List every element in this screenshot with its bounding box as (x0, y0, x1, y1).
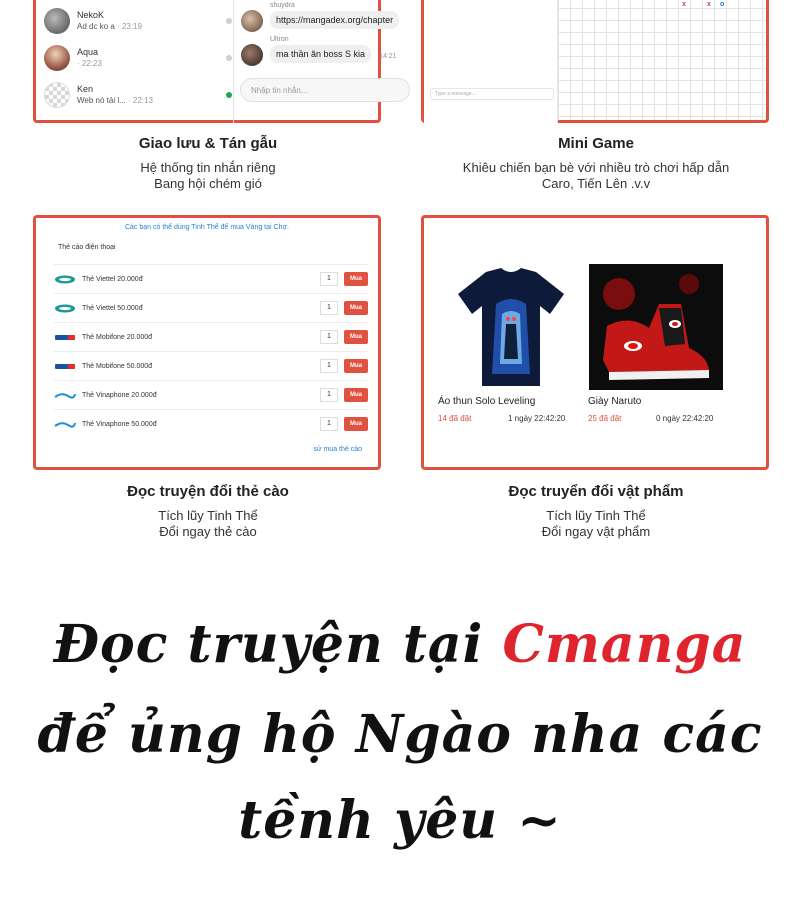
contact-name: Ken (77, 83, 94, 94)
card-row (54, 293, 368, 322)
product-order-count: 25 đã đặt (588, 414, 622, 423)
contact-time: 22:23 (81, 58, 102, 68)
promo-text: Đọc truyện tại (53, 614, 503, 675)
buy-button[interactable]: Mua (344, 417, 368, 431)
status-dot (226, 18, 232, 24)
card-name: Thẻ Mobifone 20.000đ (82, 333, 153, 341)
caro-x-mark: x (707, 1, 711, 8)
message-bubble: ma thần ăn boss S kia (270, 45, 371, 63)
card-name: Thẻ Viettel 50.000đ (82, 304, 143, 312)
avatar (241, 10, 263, 32)
card-row (54, 264, 368, 293)
card-row (54, 409, 368, 438)
card-name: Thẻ Vinaphone 20.000đ (82, 391, 157, 399)
feature-line: Đổi ngay vật phẩm (541, 524, 651, 539)
message-author: shuydra (270, 2, 295, 9)
caro-x-mark: x (682, 1, 686, 8)
naruto-shoes-product-image[interactable] (589, 264, 723, 390)
message-bubble: https://mangadex.org/chapter (270, 11, 399, 29)
mobifone-logo-icon (54, 333, 78, 342)
promo-line-1 (0, 614, 800, 675)
card-row (54, 322, 368, 351)
product-name[interactable]: Giày Naruto (588, 396, 642, 407)
card-name: Thẻ Viettel 20.000đ (82, 275, 143, 283)
buy-button[interactable]: Mua (344, 359, 368, 373)
feature-line: Đổi ngay thẻ cào (159, 524, 257, 539)
game-chat-area (424, 0, 558, 123)
chat-contact[interactable]: NekoK Ad dc ko a · 23:19 (44, 2, 232, 39)
chat-message (241, 36, 397, 66)
viettel-logo-icon (54, 304, 78, 313)
phone-card-shop-panel (33, 215, 381, 470)
avatar (44, 82, 70, 108)
chat-contact[interactable]: Ken Web nó tải l... · 22:13 (44, 76, 232, 113)
product-time-left: 0 ngày 22:42:20 (656, 414, 714, 423)
cards-note: Các bạn có thể dùng Tinh Thể để mua Vàng tại Chợ. (124, 224, 289, 231)
product-time-left: 1 ngày 22:42:20 (508, 414, 566, 423)
status-dot (226, 55, 232, 61)
quantity-input[interactable]: 1 (320, 359, 338, 373)
item-shop-panel (421, 215, 769, 470)
feature-line: Khiêu chiến bạn bè với nhiều trò chơi hấp dẫn (462, 160, 730, 175)
message-time: 14:21 (379, 52, 397, 60)
feature-line: Tích lũy Tinh Thể (546, 508, 646, 523)
promo-line-3: tềnh yêu ~ (238, 790, 562, 851)
card-history-link[interactable]: sử mua thẻ cào (313, 446, 362, 453)
contact-preview: Web nó tải l... (77, 95, 126, 105)
mobifone-logo-icon (54, 362, 78, 371)
vinaphone-logo-icon (54, 420, 78, 429)
feature-title: Đọc truyện đổi thẻ cào (127, 483, 289, 500)
feature-line: Tích lũy Tinh Thể (158, 508, 258, 523)
contact-time: 22:13 (132, 95, 153, 105)
chat-contact-list (44, 2, 232, 113)
contact-time: 23:19 (121, 21, 142, 31)
avatar (44, 8, 70, 34)
feature-caption (28, 135, 388, 192)
card-name: Thẻ Mobifone 50.000đ (82, 362, 153, 370)
quantity-input[interactable]: 1 (320, 301, 338, 315)
card-name: Thẻ Vinaphone 50.000đ (82, 420, 157, 428)
feature-line: Caro, Tiến Lên .v.v (541, 176, 651, 191)
viettel-logo-icon (54, 275, 78, 284)
divider (233, 0, 234, 123)
contact-preview: Ad dc ko a (77, 21, 115, 31)
buy-button[interactable]: Mua (344, 330, 368, 344)
feature-line: Bang hội chém gió (154, 176, 262, 191)
caro-o-mark: o (720, 1, 725, 8)
promo-line-2: để ủng hộ Ngào nha các (37, 704, 763, 765)
feature-caption (416, 135, 776, 192)
quantity-input[interactable]: 1 (320, 417, 338, 431)
feature-title: Giao lưu & Tán gẫu (138, 135, 278, 152)
product-order-count: 14 đã đặt (438, 414, 472, 423)
avatar (241, 44, 263, 66)
quantity-input[interactable]: 1 (320, 272, 338, 286)
feature-title: Mini Game (558, 135, 634, 152)
card-row (54, 380, 368, 409)
chat-preview-panel (33, 0, 397, 123)
cards-heading: Thẻ cào điện thoại (58, 244, 116, 251)
chat-contact[interactable]: Aqua · 22:23 (44, 39, 232, 76)
feature-line: Hệ thống tin nhắn riêng (140, 160, 276, 175)
contact-name: NekoK (77, 9, 105, 20)
card-row (54, 351, 368, 380)
online-status-dot (226, 92, 232, 98)
message-author: Ultron (270, 36, 289, 43)
feature-title: Đọc truyển đổi vật phẩm (508, 483, 684, 500)
tshirt-product-image[interactable] (446, 264, 576, 390)
brand-name: Cmanga (502, 614, 747, 675)
feature-caption (416, 483, 776, 540)
quantity-input[interactable]: 1 (320, 330, 338, 344)
vinaphone-logo-icon (54, 391, 78, 400)
game-message-input[interactable]: Type a message... (430, 88, 554, 100)
buy-button[interactable]: Mua (344, 301, 368, 315)
product-name[interactable]: Áo thun Solo Leveling (438, 396, 536, 407)
quantity-input[interactable]: 1 (320, 388, 338, 402)
chat-message (241, 2, 399, 32)
feature-caption (28, 483, 388, 540)
buy-button[interactable]: Mua (344, 388, 368, 402)
mini-game-preview-panel (421, 0, 769, 123)
avatar (44, 45, 70, 71)
chat-message-input[interactable]: Nhập tin nhắn... (240, 78, 410, 102)
contact-name: Aqua (77, 46, 99, 57)
buy-button[interactable]: Mua (344, 272, 368, 286)
